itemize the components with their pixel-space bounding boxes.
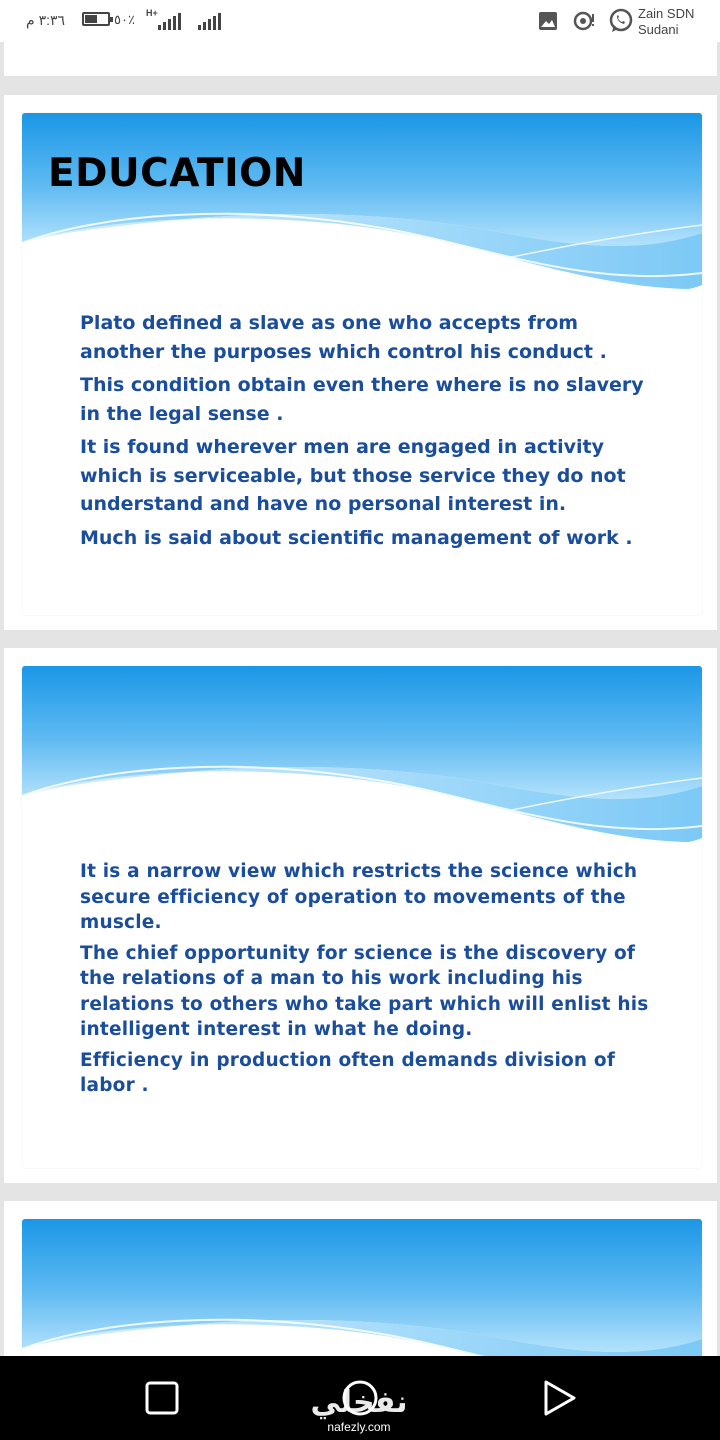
recent-apps-button[interactable] bbox=[144, 1380, 180, 1416]
paragraph: It is found wherever men are engaged in activity which is serviceable, but those service they do not understand and have no personal interest in. bbox=[80, 436, 626, 515]
image-icon bbox=[538, 11, 558, 31]
slide bbox=[22, 666, 702, 1168]
square-icon bbox=[147, 1383, 177, 1413]
clock: ٣:٣٦ م bbox=[26, 12, 66, 28]
slide-card[interactable] bbox=[4, 648, 717, 1183]
status-bar bbox=[0, 0, 720, 42]
sync-icon bbox=[572, 10, 596, 32]
paragraph: This condition obtain even there where is no slavery in the legal sense . bbox=[80, 374, 644, 425]
carrier-sub: Sudani bbox=[638, 22, 679, 37]
slide-title: EDUCATION bbox=[48, 151, 306, 196]
network-type: H+ bbox=[146, 8, 158, 18]
slide-body bbox=[80, 309, 650, 557]
paragraph: Much is said about scientific management of work . bbox=[80, 526, 633, 549]
carrier-label bbox=[638, 6, 694, 38]
battery-icon bbox=[82, 12, 110, 26]
slide bbox=[22, 113, 702, 615]
paragraph: The chief opportunity for science is the discovery of the relations of a man to his work including his relations to others who take part which will enlist his intelligent interest in what he doing. bbox=[80, 942, 649, 1040]
paragraph: Efficiency in production often demands division of labor . bbox=[80, 1049, 616, 1096]
wave-header bbox=[22, 1219, 702, 1379]
watermark-url: nafezly.com bbox=[327, 1420, 391, 1434]
signal-icon bbox=[198, 12, 221, 30]
slide-card-next[interactable] bbox=[4, 1201, 717, 1361]
whatsapp-icon bbox=[608, 8, 634, 34]
slide-card-previous[interactable] bbox=[4, 42, 717, 76]
wave-header bbox=[22, 666, 702, 856]
paragraph: It is a narrow view which restricts the science which secure efficiency of operation to movements of the muscle. bbox=[80, 861, 638, 933]
carrier-name: Zain SDN bbox=[638, 6, 695, 21]
paragraph: Plato defined a slave as one who accepts from another the purposes which control his conduct . bbox=[80, 312, 607, 363]
triangle-icon bbox=[546, 1382, 574, 1414]
watermark-arabic: نفخلي bbox=[310, 1385, 408, 1420]
back-button[interactable] bbox=[540, 1378, 580, 1418]
slide-card[interactable] bbox=[4, 95, 717, 630]
slide-body bbox=[80, 859, 650, 1104]
slide bbox=[22, 1219, 702, 1379]
watermark bbox=[304, 1385, 414, 1434]
wave-header bbox=[22, 113, 702, 303]
signal-icon bbox=[158, 12, 181, 30]
battery-percent: ٥٠٪ bbox=[114, 12, 135, 27]
